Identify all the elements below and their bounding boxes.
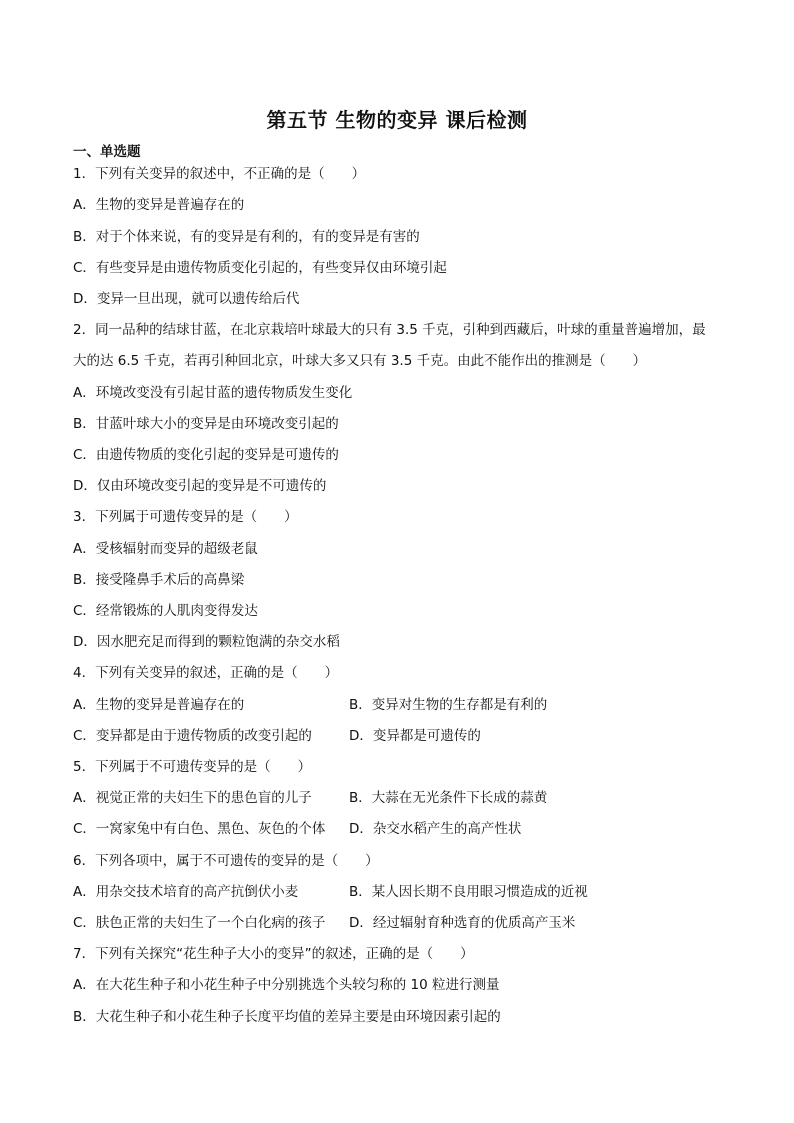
question-4-stem: 4．下列有关变异的叙述，正确的是（ ）	[73, 665, 339, 681]
question-2-option-a: A．环境改变没有引起甘蓝的遗传物质发生变化	[73, 385, 353, 401]
question-3-option-a: A．受核辐射而变异的超级老鼠	[73, 541, 258, 557]
question-7-option-a: A．在大花生种子和小花生种子中分别挑选个头较匀称的 10 粒进行测量	[73, 977, 500, 993]
question-5-stem: 5．下列属于不可遗传变异的是（ ）	[73, 759, 312, 775]
question-7-stem: 7．下列有关探究“花生种子大小的变异”的叙述，正确的是（ ）	[73, 946, 474, 962]
question-6-option-c: C．肤色正常的夫妇生了一个白化病的孩子	[73, 915, 326, 931]
question-6-option-a: A．用杂交技术培育的高产抗倒伏小麦	[73, 884, 299, 900]
question-4-option-c: C．变异都是由于遗传物质的改变引起的	[73, 728, 312, 744]
question-1-option-d: D．变异一旦出现，就可以遗传给后代	[73, 291, 300, 307]
question-3-option-b: B．接受隆鼻手术后的高鼻梁	[73, 572, 245, 588]
question-4-option-b: B．变异对生物的生存都是有利的	[349, 697, 548, 713]
question-2-option-d: D．仅由环境改变引起的变异是不可遗传的	[73, 478, 327, 494]
question-5-option-a: A．视觉正常的夫妇生下的患色盲的儿子	[73, 790, 312, 806]
question-3-option-c: C．经常锻炼的人肌肉变得发达	[73, 603, 258, 619]
page-title: 第五节 生物的变异 课后检测	[266, 108, 528, 132]
question-1-stem: 1．下列有关变异的叙述中，不正确的是（ ）	[73, 166, 366, 182]
question-4-option-a: A．生物的变异是普遍存在的	[73, 697, 245, 713]
question-7-option-b: B．大花生种子和小花生种子长度平均值的差异主要是由环境因素引起的	[73, 1009, 501, 1025]
question-2-stem-line-1: 2．同一品种的结球甘蓝，在北京栽培叶球最大的只有 3.5 千克，引种到西藏后，叶球的重量普遍增加，最	[73, 322, 706, 338]
question-5-option-d: D．杂交水稻产生的高产性状	[349, 821, 522, 837]
section-heading: 一、单选题	[73, 144, 141, 160]
question-1-option-c: C．有些变异是由遗传物质变化引起的，有些变异仅由环境引起	[73, 260, 447, 276]
question-5-option-b: B．大蒜在无光条件下长成的蒜黄	[349, 790, 548, 806]
question-2-stem-line-2: 大的达 6.5 千克，若再引种回北京，叶球大多又只有 3.5 千克。由此不能作出的推测是（ ）	[73, 353, 647, 369]
question-1-option-a: A．生物的变异是普遍存在的	[73, 197, 245, 213]
question-5-option-c: C．一窝家兔中有白色、黑色、灰色的个体	[73, 821, 326, 837]
question-4-option-d: D．变异都是可遗传的	[349, 728, 481, 744]
question-6-option-b: B．某人因长期不良用眼习惯造成的近视	[349, 884, 588, 900]
question-6-option-d: D．经过辐射育种选育的优质高产玉米	[349, 915, 576, 931]
question-6-stem: 6．下列各项中，属于不可遗传的变异的是（ ）	[73, 853, 379, 869]
question-2-option-b: B．甘蓝叶球大小的变异是由环境改变引起的	[73, 416, 339, 432]
question-3-stem: 3．下列属于可遗传变异的是（ ）	[73, 509, 298, 525]
question-2-option-c: C．由遗传物质的变化引起的变异是可遗传的	[73, 447, 339, 463]
question-3-option-d: D．因水肥充足而得到的颗粒饱满的杂交水稻	[73, 634, 340, 650]
question-1-option-b: B．对于个体来说，有的变异是有利的，有的变异是有害的	[73, 229, 420, 245]
